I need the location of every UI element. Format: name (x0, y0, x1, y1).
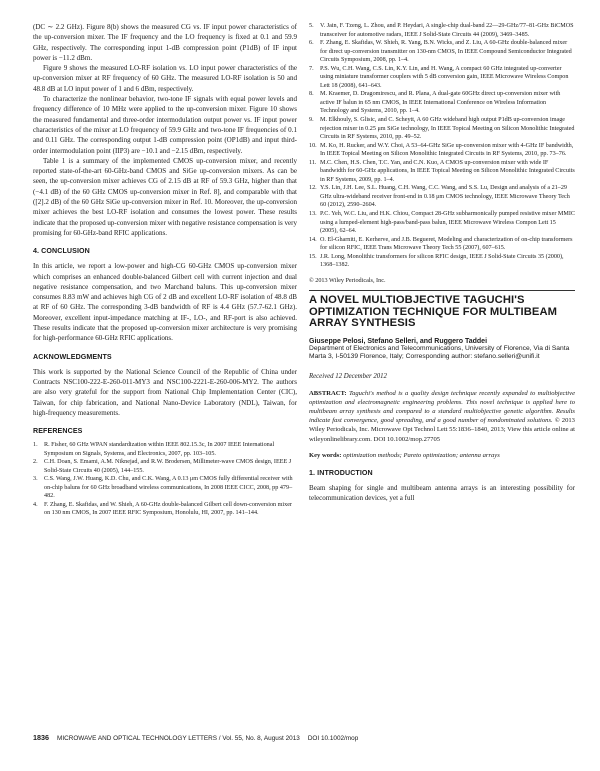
reference-item: 9. M. Elkhouly, S. Glisic, and C. Scheytt, A 60 GHz wideband high output P1dB up-conversion image rejection mixer in 0.25 μm SiGe technology, In IEEE Topical Meeting on Silicon Monolithic Integrated Circuits in RF Systems, 2010, pp. 49–52. (309, 117, 575, 141)
reference-item: 11. M.C. Chen, H.S. Chen, T.C. Yan, and C.N. Kuo, A CMOS up-conversion mixer with wide IF bandwidth for 60-GHz applications, In IEEE Topical Meeting on Silicon Monolithic Integrated Circuits in RF Systems, 2009, pp. 1–4. (309, 159, 575, 183)
page-number: 1836 (33, 733, 49, 742)
section-heading-references: REFERENCES (33, 427, 83, 436)
reference-item: 1. R. Fisher, 60 GHz WPAN standardization within IEEE 802.15.3c, In 2007 IEEE International Symposium on Signals, Systems, and Electronics, 2007, pp. 103–105. (33, 442, 275, 457)
journal-name: MICROWAVE AND OPTICAL TECHNOLOGY LETTERS / Vol. 55, No. 8, August 2013 (57, 735, 300, 742)
reference-item: 3. C.S. Wang, J.W. Huang, K.D. Chu, and C.K. Wang, A 0.13 μm CMOS fully differential receiver with on-chip baluns for 60 GHz broadband wireless communications, In 2008 IEEE CICC, 2008, pp 479–482. (33, 476, 293, 500)
page-footer (33, 733, 573, 742)
received-date: Received 12 December 2012 (309, 372, 387, 380)
reference-item: 12. Y.S. Lin, J.H. Lee, S.L. Huang, C.H. Wang, C.C. Wang, and S.S. Lu, Design and analysis of a 21–29 GHz ultra-wideband receiver front-end in 0.18 μm CMOS technology, IEEE Microwave Theory Tech 60 (2012), 2590–2604. (309, 185, 570, 209)
reference-item: 14. O. El-Gharniti, E. Kerherve, and J.B. Begueret, Modeling and characterization of on-chip transformers for silicon RFIC, IEEE Trans Microwave Theory Tech 55 (2007), 607–615. (309, 236, 573, 252)
reference-list-left (33, 441, 297, 518)
reference-item: 15. J.R. Long, Monolithic transformers for silicon RFIC design, IEEE J Solid-State Circuits 35 (2000), 1368–1382. (309, 253, 564, 269)
reference-item: 6. F. Zhang, E. Skafidas, W. Shieh, R. Yang, B.N. Wicks, and Z. Liu, A 60-GHz double-balanced mixer for direct up-conversion transmitter on 130-nm CMOS, In IEEE Compound Semiconductor Integrated Circuits Symposium, 2008, pp. 1–4. (309, 40, 572, 64)
section-heading-conclusion: 4. CONCLUSION (33, 247, 90, 256)
right-column (309, 22, 575, 504)
abstract-body: Taguchi's method is a quality design technique recently expanded to multiobjective optimization and electromagnetic engineering problems. This novel technique is applied here to multibeam array synthesis and compared to a standard multiobjective genetic algorithm. Results indicate fast convergence, good spreading, and a good number of nondominated solutions. (309, 389, 575, 425)
keywords (309, 451, 575, 460)
conclusion-paragraph: In this article, we report a low-power and high-CG 60-GHz CMOS up-conversion mixer which comprises an enhanced double-balanced Gilbert cell with current injection and dual negative resistance compensation, and two Marchand baluns. This up-conversion mixer consumes 8.83 mW and achieves high CG of 2 dB and excellent LO-RF isolation of 48.8 dB at RF of 60 GHz. The corresponding 3-dB bandwidth of RF is 4.4 GHz (57.7-62.1 GHz). Moreover, excellent input-impedance matching at IF-, LO-, and RF-port is also achieved. These results indicate that the proposed up-conversion mixer architecture is very promising for high-performance 60-GHz RFIC applications. (33, 262, 297, 343)
section-heading-acknowledgments: ACKNOWLEDGMENTS (33, 352, 112, 361)
acknowledgments-paragraph: This work is supported by the National Science Council of the Republic of China under Contracts NSC100-222-E-260-011-MY3 and NSC100-2221-E-260-006-MY2. The authors are also very grateful for the support from National Chip Implementation Center (CIC), Taiwan, for chip fabrication, and National Nano-Device Laboratory (NDL), Taiwan, for high-frequency measurements. (33, 367, 297, 417)
authors: Giuseppe Pelosi, Stefano Selleri, and Ruggero Taddei (309, 338, 488, 346)
reference-item: 2. C.H. Doan, S. Emami, A.M. Niknejad, and R.W. Brodersen, Millimeter-wave CMOS design, IEEE J Solid-State Circuits 40 (2005), 144–155. (33, 459, 292, 474)
article-title: A NOVEL MULTIOBJECTIVE TAGUCHI'S OPTIMIZATION TECHNIQUE FOR MULTIBEAM ARRAY SYNTHESIS (309, 293, 558, 330)
reference-item: 7. P.S. Wu, C.H. Wang, C.S. Lin, K.Y. Lin, and H. Wang, A compact 60 GHz integrated up-converter using miniature transformer couplers with 5 dB conversion gain, IEEE Microwave Wireless Compon Lett 18 (2008), 641–643. (309, 65, 569, 89)
reference-item: 5. V. Jain, F. Tzeng, L. Zhou, and P. Heydari, A single-chip dual-band 22—29-GHz/77–81-GHz BiCMOS transceiver for automotive radars, IEEE J Solid-State Circuits 44 (2009), 3469–3485. (309, 23, 574, 38)
abstract (309, 389, 575, 444)
section-heading-introduction: 1. INTRODUCTION (309, 469, 373, 478)
divider (309, 290, 575, 291)
body-paragraph: To characterize the nonlinear behavior, two-tone IF signals with equal power levels and frequency difference of 10 MHz were applied to the up-conversion mixer. Figure 10 shows the measured fundamental and three-order intermodulation output power vs. IF input power characteristics of the mixer at LO frequency of 59.9 GHz and two-tone IF frequencies of 0.1 and 0.11 GHz. The corresponding output 1-dB compression point (OP1dB) and input third-order intermodulation point (IIP3) are −10.1 and −2.15 dBm, respectively. (33, 95, 297, 155)
copyright-line: © 2013 Wiley Periodicals, Inc. (309, 276, 386, 284)
left-column (33, 22, 297, 518)
body-paragraph: Table 1 is a summary of the implemented CMOS up-conversion mixer, and recently reported state-of-the-art 60-GHz-band CMOS and SiGe up-conversion mixers. As can be seen, the up-conversion mixer achieves CG of 2.15 dB at RF of 59.3 GHz, higher than that (−4.1 dB) of the 60 GHz CMOS up-conversion mixer in Ref. 8], and comparable with that ([2].2 dB) of the 60 GHz SiGe up-conversion mixer in Ref. 10. Moreover, the up-conversion mixer achieves the best LO-RF isolation and consumes the lowest power. These results indicate that the proposed up-conversion mixer with negative resistance compensation is very promising for 60-GHz-band RFIC applications. (33, 156, 297, 237)
reference-item: 8. M. Kraemer, D. Dragomirescu, and R. Plana, A dual-gate 60GHz direct up-conversion mixer with active IF balun in 65 nm CMOS, In IEEE International Conference on Wireless Information Technology and Systems, 2010, pp. 1–4. (309, 91, 561, 115)
body-paragraph: Figure 9 shows the measured LO-RF isolation vs. LO input power characteristics of the up-conversion mixer at RF frequency of 60 GHz. The measured LO-RF isolation is 50 and 48.8 dB at LO input power of 1 and 6 dBm, respectively. (33, 64, 297, 93)
reference-item: 4. F. Zhang, E. Skafidas, and W. Shieh, A 60-GHz double-balanced Gilbert cell down-conversion mixer on 130 nm CMOS, In 2007 IEEE RFIC Symposium, Honolulu, HI, 2007, pp. 141–144. (33, 501, 292, 517)
introduction-paragraph: Beam shaping for single and multibeam antenna arrays is an interesting possibility for telecommunication devices, yet a full (309, 484, 575, 503)
keywords-label: Key words: (309, 451, 342, 459)
reference-item: 10. M. Ko, H. Rucker, and W.Y. Choi, A 53–64-GHz SiGe up-conversion mixer with 4-GHz IF bandwidth, In IEEE Topical Meeting on Silicon Monolithic Integrated Circuits in RF Systems, 2010, pp. 73–76. (309, 142, 574, 158)
reference-list-right (309, 22, 575, 270)
reference-item: 13. P.C. Yeh, W.C. Liu, and H.K. Chiou, Compact 28-GHz subharmonically pumped resistive mixer MMIC using a lumped-element high-pass/band-pass balun, IEEE Microwave Wireless Compon Lett 15 (2005), 62–64. (309, 211, 575, 235)
keywords-list: optimization methods; Pareto optimization; antenna arrays (343, 451, 500, 459)
abstract-label: ABSTRACT: (309, 389, 347, 397)
affiliation: Department of Electronics and Telecommunications, University of Florence, Via di Santa Marta 3, I-50139 Florence, Italy; Corresponding author: stefano.selleri@unifi.it (309, 345, 570, 361)
body-paragraph: (DC ∼ 2.2 GHz). Figure 8(b) shows the measured CG vs. IF input power characteristics of the up-conversion mixer. The IF frequency and the LO frequency is fixed at 0.1 and 59.9 GHz, respectively. The corresponding input 1-dB compression point (P1dB) of IF input power is −11.2 dBm. (33, 23, 297, 62)
abstract-citation: © 2013 Wiley Periodicals, Inc. Microwave Opt Technol Lett 55:1836–1840, 2013; View this article online at wileyonlinelibrary.com. DOI 10.1002/mop.27705 (309, 417, 575, 443)
doi: DOI 10.1002/mop (307, 735, 359, 742)
